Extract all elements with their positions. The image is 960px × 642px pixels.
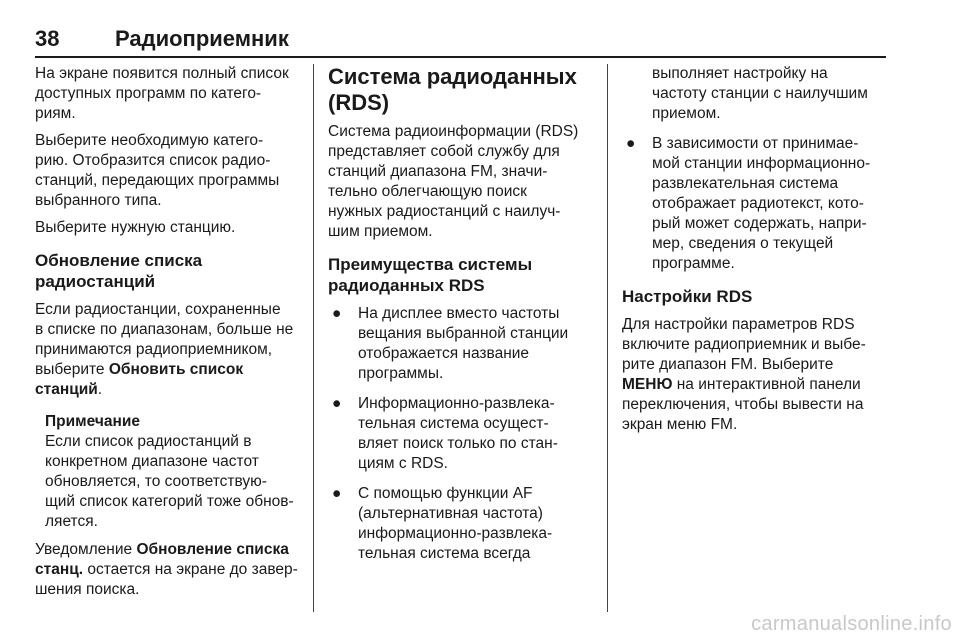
note-box: [45, 412, 305, 532]
message-term-update: Обновление списка станц.: [35, 541, 289, 578]
column-1: [35, 64, 305, 607]
section-heading-rds-advantages: Преимущества системы радиоданных RDS: [328, 255, 533, 295]
column-2: [328, 64, 600, 574]
note-title: Примечание: [45, 413, 140, 430]
column-divider-2: [607, 64, 608, 612]
paragraph: [35, 540, 305, 600]
watermark: carmanualsonline.info: [751, 613, 952, 635]
list-item-text: В зависимости от принимае- мой станции информационно- развлекательная система отображает радиотекст, кото- рый может содержать, напри- мер, сведения о текущей программе.: [652, 135, 871, 272]
menu-term-update-list: Обновить список станций: [35, 361, 244, 398]
bullet-icon: ●: [332, 395, 342, 412]
text: Если радиостанции, сохраненные в списке по диапазонам, больше не принимаются радиоприемником, выберите: [35, 301, 294, 378]
note-body: Если список радиостанций в конкретном диапазоне частот обновляется, то соответствую- щий список категорий тоже обнов- ляется.: [45, 433, 294, 530]
text: Для настройки параметров RDS включите радиоприемник и выбе- рите диапазон FM. Выберите: [622, 316, 866, 373]
section-heading-update-list: Обновление списка радиостанций: [35, 251, 203, 291]
text: на интерактивной панели переключения, чтобы вывести на экран меню FM.: [622, 376, 864, 433]
page-title: Радиоприемник: [115, 26, 289, 51]
paragraph: Выберите необходимую катего- рию. Отобразится список радио- станций, передающих программы выбранного типа.: [35, 132, 280, 209]
paragraph: [622, 315, 887, 435]
list-item-text: На дисплее вместо частоты вещания выбранной станции отображается название программы.: [358, 305, 569, 382]
list-item: [328, 304, 600, 384]
section-heading-rds: Система радиоданных (RDS): [328, 64, 577, 115]
header-divider: [35, 56, 886, 58]
advantages-list-continued: [622, 64, 887, 274]
bullet-icon: ●: [332, 305, 342, 322]
list-item-text: С помощью функции AF (альтернативная частота) информационно-развлека- тельная система всегда: [358, 485, 553, 562]
text: .: [97, 381, 103, 398]
bullet-icon: ●: [332, 485, 342, 502]
list-item: [328, 484, 600, 564]
menu-term-menu: МЕНЮ: [622, 376, 673, 393]
list-item: [328, 394, 600, 474]
page-header: [35, 26, 885, 52]
section-heading-rds-settings: Настройки RDS: [622, 287, 753, 306]
paragraph: [35, 300, 305, 400]
text: остается на экране до завер- шения поиска.: [35, 561, 298, 598]
paragraph: Выберите нужную станцию.: [35, 219, 236, 236]
column-3: [622, 64, 887, 442]
list-item: [622, 134, 887, 274]
column-divider-1: [313, 64, 314, 612]
page-number: 38: [35, 26, 60, 51]
advantages-list: [328, 304, 600, 564]
text: Уведомление: [35, 541, 137, 558]
paragraph: Система радиоинформации (RDS) представляет собой службу для станций диапазона FM, значи- тельно облегчающую поиск нужных радиостанций с наилуч- шим приемом.: [328, 123, 579, 240]
bullet-icon: ●: [626, 135, 636, 152]
paragraph: На экране появится полный список доступных программ по катего- риям.: [35, 65, 289, 122]
list-item-continued: [622, 64, 887, 124]
list-item-text: Информационно-развлека- тельная система осущест- вляет поиск только по стан- циям с RDS.: [358, 395, 558, 472]
list-item-text: выполняет настройку на частоту станции с наилучшим приемом.: [652, 65, 868, 122]
